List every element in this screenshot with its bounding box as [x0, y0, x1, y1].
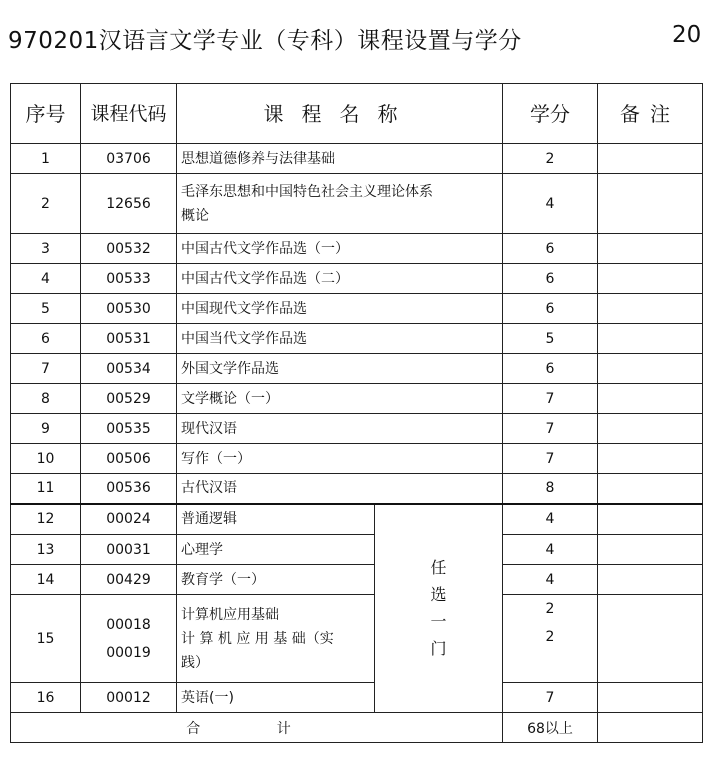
row-credits — [503, 474, 598, 504]
table-row — [11, 504, 703, 535]
course-table — [10, 83, 703, 743]
row-note — [598, 474, 703, 504]
table-row — [11, 324, 703, 354]
table-body — [11, 144, 703, 743]
course-name-line: 中国当代文学作品选 — [181, 330, 307, 347]
course-name-line: 英语(一) — [181, 689, 234, 706]
row-seq: 7 — [11, 354, 81, 384]
course-code: 00535 — [106, 420, 151, 437]
total-note — [598, 713, 703, 743]
row-code — [81, 595, 177, 683]
row-note — [598, 234, 703, 264]
row-seq: 2 — [11, 174, 81, 234]
table-row — [11, 535, 703, 565]
credit-value: 8 — [545, 480, 555, 497]
row-seq: 12 — [11, 504, 81, 535]
course-code: 00529 — [106, 390, 151, 407]
row-seq: 16 — [11, 683, 81, 713]
elective-char: 一 — [430, 612, 447, 632]
course-code: 00536 — [106, 480, 151, 497]
row-note — [598, 324, 703, 354]
row-course-name — [177, 294, 503, 324]
credit-value: 6 — [545, 240, 555, 257]
credit-value: 2 — [545, 629, 555, 645]
course-code: 00506 — [106, 450, 151, 467]
table-row — [11, 595, 703, 683]
elective-note — [375, 504, 503, 713]
course-code: 00534 — [106, 360, 151, 377]
header-code: 课程代码 — [81, 84, 177, 144]
credit-value: 7 — [545, 390, 555, 407]
row-credits — [503, 144, 598, 174]
row-note — [598, 595, 703, 683]
course-name-line: 中国现代文学作品选 — [181, 300, 307, 317]
credit-value: 7 — [545, 450, 555, 467]
header-note: 备注 — [598, 84, 703, 144]
course-code: 00429 — [106, 571, 151, 588]
row-seq: 1 — [11, 144, 81, 174]
row-course-name — [177, 444, 503, 474]
row-course-name — [177, 264, 503, 294]
row-credits — [503, 354, 598, 384]
credit-value: 2 — [545, 601, 555, 617]
elective-char: 门 — [430, 639, 447, 659]
course-code: 12656 — [106, 195, 151, 212]
row-course-name — [177, 324, 503, 354]
row-credits — [503, 683, 598, 713]
row-course-name — [177, 683, 375, 713]
row-code — [81, 324, 177, 354]
table-row — [11, 683, 703, 713]
row-course-name — [177, 414, 503, 444]
course-code: 00012 — [106, 689, 151, 706]
course-name-line: 概论 — [181, 207, 209, 224]
row-seq: 5 — [11, 294, 81, 324]
row-credits — [503, 444, 598, 474]
row-note — [598, 444, 703, 474]
row-note — [598, 565, 703, 595]
course-code: 00024 — [106, 511, 151, 528]
course-code: 03706 — [106, 150, 151, 167]
row-code — [81, 174, 177, 234]
row-note — [598, 174, 703, 234]
row-course-name — [177, 595, 375, 683]
credit-value: 7 — [545, 689, 555, 706]
table-row — [11, 264, 703, 294]
table-header-row — [11, 84, 703, 144]
row-seq: 3 — [11, 234, 81, 264]
course-name-line: 计算机应用基础 — [181, 606, 279, 623]
row-code — [81, 234, 177, 264]
table-row — [11, 144, 703, 174]
row-seq: 10 — [11, 444, 81, 474]
elective-char: 选 — [430, 585, 447, 605]
course-name-line: 教育学（一） — [181, 571, 265, 588]
page-number: 20 — [672, 22, 702, 48]
row-note — [598, 294, 703, 324]
course-code: 00019 — [106, 644, 151, 661]
course-name-line: 践） — [181, 654, 209, 671]
row-code — [81, 384, 177, 414]
row-code — [81, 504, 177, 535]
row-note — [598, 504, 703, 535]
row-course-name — [177, 144, 503, 174]
row-seq: 9 — [11, 414, 81, 444]
row-credits — [503, 535, 598, 565]
total-label: 合 计 — [11, 713, 503, 743]
row-credits — [503, 174, 598, 234]
header-credits: 学分 — [503, 84, 598, 144]
row-note — [598, 354, 703, 384]
row-seq: 8 — [11, 384, 81, 414]
table-row — [11, 414, 703, 444]
course-name-line: 思想道德修养与法律基础 — [181, 150, 335, 167]
row-code — [81, 535, 177, 565]
row-code — [81, 474, 177, 504]
row-credits — [503, 565, 598, 595]
row-credits — [503, 504, 598, 535]
row-seq: 11 — [11, 474, 81, 504]
total-row — [11, 713, 703, 743]
course-name-line: 古代汉语 — [181, 480, 237, 497]
row-note — [598, 384, 703, 414]
row-note — [598, 264, 703, 294]
credit-value: 6 — [545, 300, 555, 317]
course-code: 00018 — [106, 616, 151, 633]
course-name-line: 现代汉语 — [181, 420, 237, 437]
row-credits — [503, 264, 598, 294]
total-credits: 68以上 — [503, 713, 598, 743]
row-note — [598, 144, 703, 174]
row-code — [81, 144, 177, 174]
row-seq: 6 — [11, 324, 81, 354]
credit-value: 4 — [545, 541, 555, 558]
course-name-line: 中国古代文学作品选（一） — [181, 240, 349, 257]
table-row — [11, 565, 703, 595]
row-code — [81, 565, 177, 595]
row-seq: 15 — [11, 595, 81, 683]
row-note — [598, 683, 703, 713]
row-code — [81, 354, 177, 384]
table-row — [11, 234, 703, 264]
row-credits — [503, 294, 598, 324]
table-row — [11, 294, 703, 324]
row-seq: 4 — [11, 264, 81, 294]
row-code — [81, 294, 177, 324]
elective-char: 任 — [430, 558, 447, 578]
row-course-name — [177, 504, 375, 535]
course-name-line: 中国古代文学作品选（二） — [181, 270, 349, 287]
row-code — [81, 444, 177, 474]
table-row — [11, 444, 703, 474]
row-seq: 13 — [11, 535, 81, 565]
row-credits — [503, 324, 598, 354]
row-credits — [503, 384, 598, 414]
course-code: 00533 — [106, 270, 151, 287]
row-code — [81, 414, 177, 444]
course-name-line: 毛泽东思想和中国特色社会主义理论体系 — [181, 183, 433, 200]
row-code — [81, 683, 177, 713]
row-credits — [503, 595, 598, 683]
row-course-name — [177, 565, 375, 595]
row-credits — [503, 414, 598, 444]
credit-value: 2 — [545, 150, 555, 167]
course-name-line: 写作（一） — [181, 450, 251, 467]
table-row — [11, 474, 703, 504]
table-row — [11, 174, 703, 234]
credit-value: 5 — [545, 330, 555, 347]
credit-value: 4 — [545, 511, 555, 528]
credit-value: 6 — [545, 360, 555, 377]
course-name-line: 外国文学作品选 — [181, 360, 279, 377]
row-seq: 14 — [11, 565, 81, 595]
course-name-line: 普通逻辑 — [181, 511, 237, 528]
row-course-name — [177, 474, 503, 504]
course-code: 00531 — [106, 330, 151, 347]
row-course-name — [177, 384, 503, 414]
course-name-line: 心理学 — [181, 541, 223, 558]
credit-value: 4 — [545, 195, 555, 212]
course-code: 00031 — [106, 541, 151, 558]
row-course-name — [177, 535, 375, 565]
course-name-line: 计 算 机 应 用 基 础（实 — [181, 630, 334, 647]
row-course-name — [177, 234, 503, 264]
row-credits — [503, 234, 598, 264]
course-name-line: 文学概论（一） — [181, 390, 279, 407]
row-code — [81, 264, 177, 294]
row-note — [598, 414, 703, 444]
credit-value: 4 — [545, 571, 555, 588]
credit-value: 7 — [545, 420, 555, 437]
course-code: 00530 — [106, 300, 151, 317]
course-code: 00532 — [106, 240, 151, 257]
page-title: 970201汉语言文学专业（专科）课程设置与学分 — [8, 28, 522, 54]
credit-value: 6 — [545, 270, 555, 287]
table-row — [11, 354, 703, 384]
table-row — [11, 384, 703, 414]
row-course-name — [177, 174, 503, 234]
row-note — [598, 535, 703, 565]
header-name: 课程名称 — [177, 84, 503, 144]
header-seq: 序号 — [11, 84, 81, 144]
row-course-name — [177, 354, 503, 384]
